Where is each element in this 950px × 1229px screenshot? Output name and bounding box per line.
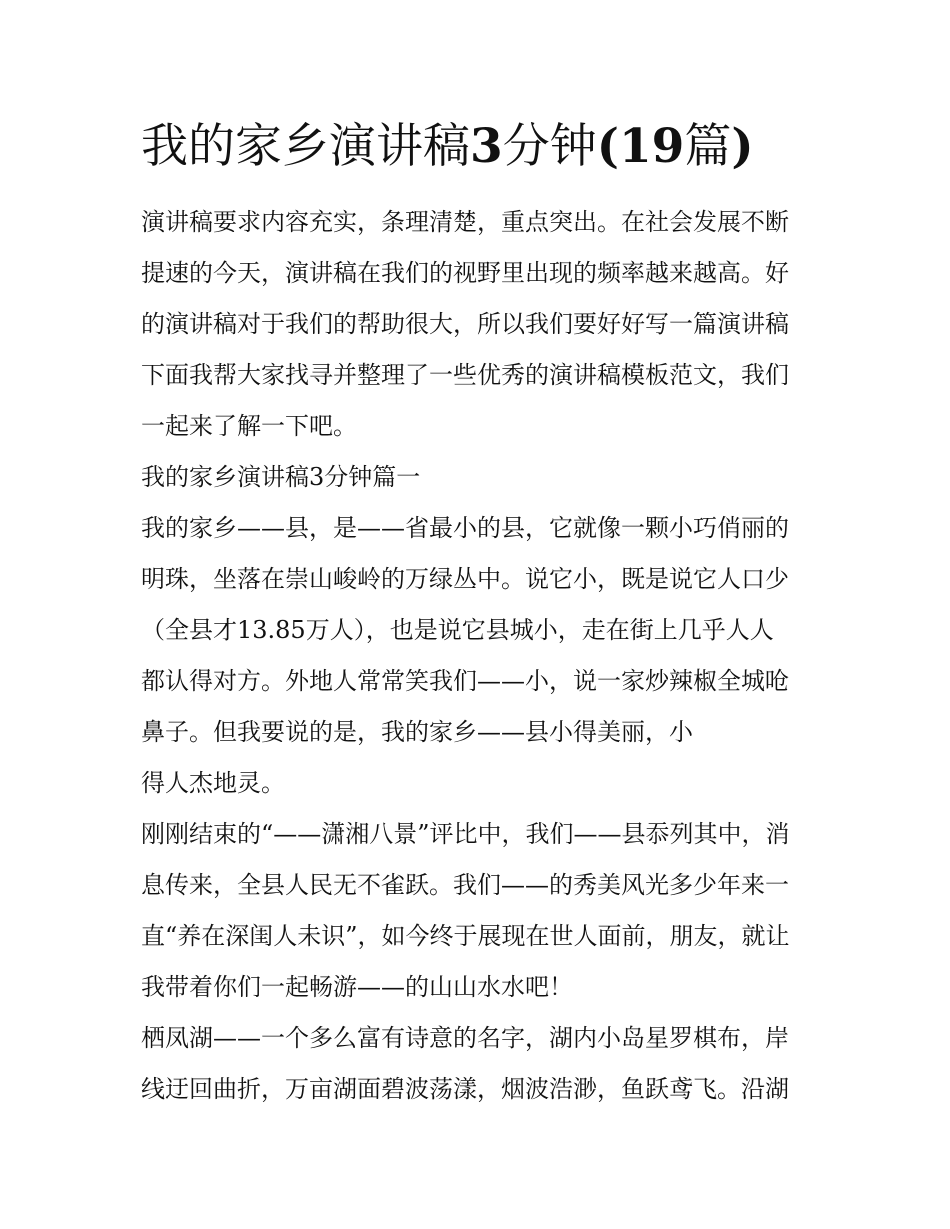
body-line-15: 直“养在深闺人未识”，如今终于展现在世人面前，朋友，就让 bbox=[141, 922, 790, 950]
section-heading: 我的家乡演讲稿3分钟篇一 bbox=[141, 463, 421, 491]
title-text-a: 我的家乡演讲稿 bbox=[141, 119, 470, 174]
title-text-c: 分钟 bbox=[502, 119, 597, 174]
document-title bbox=[141, 116, 821, 178]
body-line-2: 提速的今天，演讲稿在我们的视野里出现的频率越来越高。好 bbox=[141, 259, 789, 287]
body-line-8: 明珠，坐落在崇山峻岭的万绿丛中。说它小，既是说它人口少 bbox=[141, 565, 789, 593]
body-line-7: 我的家乡——县，是——省最小的县，它就像一颗小巧俏丽的 bbox=[141, 514, 789, 542]
body-line-16: 我带着你们一起畅游——的山山水水吧！ bbox=[141, 973, 573, 1001]
title-close-paren: ) bbox=[731, 119, 754, 174]
body-line-11: 鼻子。但我要说的是，我的家乡——县小得美丽，小 bbox=[141, 718, 693, 746]
title-number-3: 3 bbox=[470, 119, 503, 174]
body-line-10: 都认得对方。外地人常常笑我们——小，说一家炒辣椒全城呛 bbox=[141, 667, 789, 695]
body-line-1: 演讲稿要求内容充实，条理清楚，重点突出。在社会发展不断 bbox=[141, 208, 789, 236]
body-line-14: 息传来，全县人民无不雀跃。我们——的秀美风光多少年来一 bbox=[141, 871, 789, 899]
title-number-19: (19 bbox=[596, 119, 685, 174]
body-line-17: 栖凤湖——一个多么富有诗意的名字，湖内小岛星罗棋布，岸 bbox=[141, 1024, 789, 1052]
body-line-18: 线迂回曲折，万亩湖面碧波荡漾，烟波浩渺，鱼跃鸢飞。沿湖 bbox=[141, 1075, 789, 1103]
body-line-5: 一起来了解一下吧。 bbox=[141, 412, 357, 440]
body-line-4: 下面我帮大家找寻并整理了一些优秀的演讲稿模板范文，我们 bbox=[141, 361, 789, 389]
body-line-12: 得人杰地灵。 bbox=[141, 769, 285, 797]
body-line-13: 刚刚结束的“——潇湘八景”评比中，我们——县忝列其中，消 bbox=[141, 820, 790, 848]
body-line-9: （全县才13.85万人），也是说它县城小，走在街上几乎人人 bbox=[141, 616, 774, 644]
title-text-e: 篇 bbox=[684, 119, 732, 174]
body-line-3: 的演讲稿对于我们的帮助很大，所以我们要好好写一篇演讲稿 bbox=[141, 310, 789, 338]
